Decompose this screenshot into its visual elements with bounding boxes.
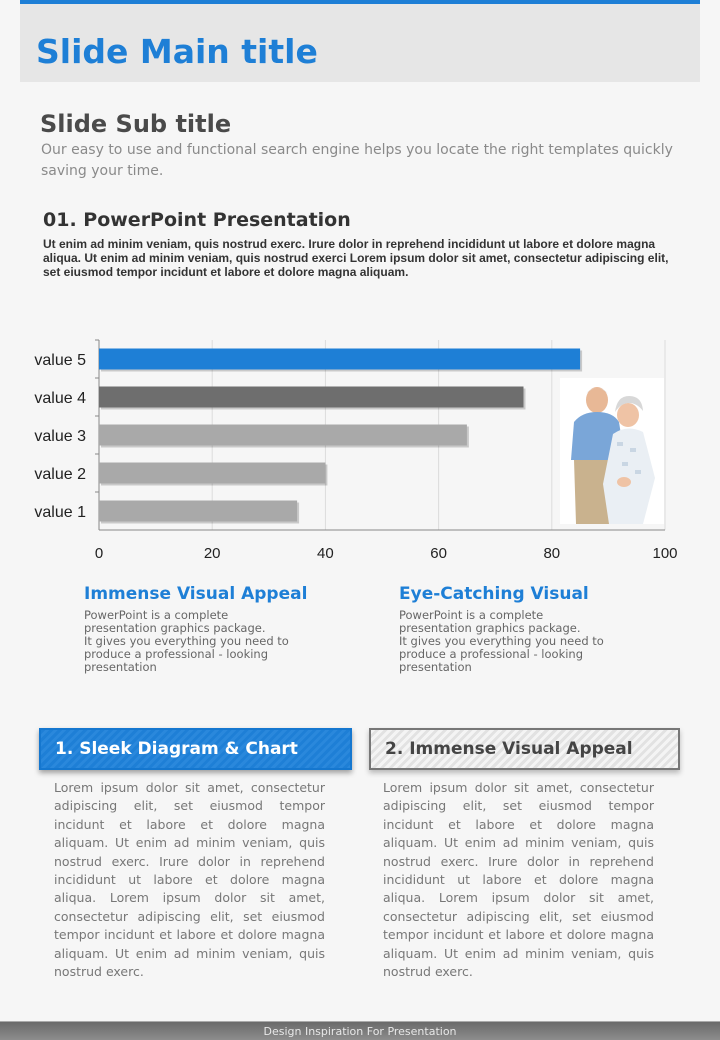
- bar: [99, 425, 467, 446]
- feature-1-line: PowerPoint is a complete: [84, 608, 229, 622]
- x-tick-label: 60: [430, 545, 447, 562]
- feature-body-2: [399, 609, 629, 674]
- feature-1-line: produce a professional - looking: [84, 647, 269, 661]
- feature-2-line: presentation: [399, 660, 472, 674]
- feature-title-2: Eye-Catching Visual: [399, 584, 589, 604]
- feature-title-1: Immense Visual Appeal: [84, 584, 308, 604]
- slide-main-title: Slide Main title: [36, 32, 318, 71]
- column-body-1: Lorem ipsum dolor sit amet, consectetur adipiscing elit, set eiusmod tempor incidunt et labore et dolore magna aliquam. Ut enim ad minim veniam, quis nostrud exerc. Irure dolor in reprehend incididunt ut labore et dolore magna aliqua. Lorem ipsum dolor sit amet, consectetur adipiscing elit, set eiusmod tempor incidunt et labore et dolore magna aliquam. Ut enim ad minim veniam, quis nostrud exerc.: [54, 780, 325, 980]
- feature-1-line: It gives you everything you need to: [84, 634, 289, 648]
- slide-sub-title: Slide Sub title: [40, 110, 232, 138]
- footer-bar: Design Inspiration For Presentation: [0, 1021, 720, 1040]
- feature-1-line: presentation: [84, 660, 157, 674]
- title-bar: [20, 0, 700, 82]
- y-tick-label: value 1: [34, 504, 86, 521]
- y-tick-label: value 5: [34, 352, 86, 369]
- feature-2-line: It gives you everything you need to: [399, 634, 604, 648]
- x-tick-label: 20: [203, 545, 221, 562]
- column-body-2: Lorem ipsum dolor sit amet, consectetur adipiscing elit, set eiusmod tempor incidunt et labore et dolore magna aliquam. Ut enim ad minim veniam, quis nostrud exerc. Irure dolor in reprehend incididunt ut labore et dolore magna aliqua. Lorem ipsum dolor sit amet, consectetur adipiscing elit, set eiusmod tempor incidunt et labore et dolore magna aliquam. Ut enim ad minim veniam, quis nostrud exerc.: [383, 780, 654, 980]
- feature-1-line: presentation graphics package.: [84, 621, 266, 635]
- bar: [99, 463, 325, 484]
- box-label-sleek-diagram: 1. Sleek Diagram & Chart: [39, 728, 352, 770]
- x-tick-label: 100: [652, 545, 678, 562]
- bar: [99, 501, 297, 522]
- sub-description: Our easy to use and functional search engine helps you locate the right templates quickly saving your time.: [41, 142, 673, 179]
- bar: [99, 349, 580, 370]
- bar: [99, 387, 524, 408]
- x-tick-label: 40: [317, 545, 334, 562]
- y-tick-label: value 3: [34, 428, 86, 445]
- elderly-couple-photo: [560, 378, 664, 524]
- feature-2-line: PowerPoint is a complete: [399, 608, 544, 622]
- section-heading: 01. PowerPoint Presentation: [43, 209, 351, 231]
- feature-2-line: produce a professional - looking: [399, 647, 584, 661]
- box-label-visual-appeal: 2. Immense Visual Appeal: [369, 728, 680, 770]
- section-body: Ut enim ad minim veniam, quis nostrud exerc. Irure dolor in reprehend incididunt ut labore et dolore magna aliqua. Ut enim ad minim veniam, quis nostrud exerci Lorem ipsum dolor sit amet, consectetur adipiscing elit, set eiusmod tempor incidunt et labore et dolore magna aliquam.: [43, 237, 669, 279]
- y-tick-label: value 4: [34, 390, 86, 407]
- feature-body-1: [84, 609, 314, 674]
- x-tick-label: 80: [543, 545, 561, 562]
- y-tick-label: value 2: [34, 466, 86, 483]
- x-tick-label: 0: [94, 545, 104, 562]
- feature-2-line: presentation graphics package.: [399, 621, 581, 635]
